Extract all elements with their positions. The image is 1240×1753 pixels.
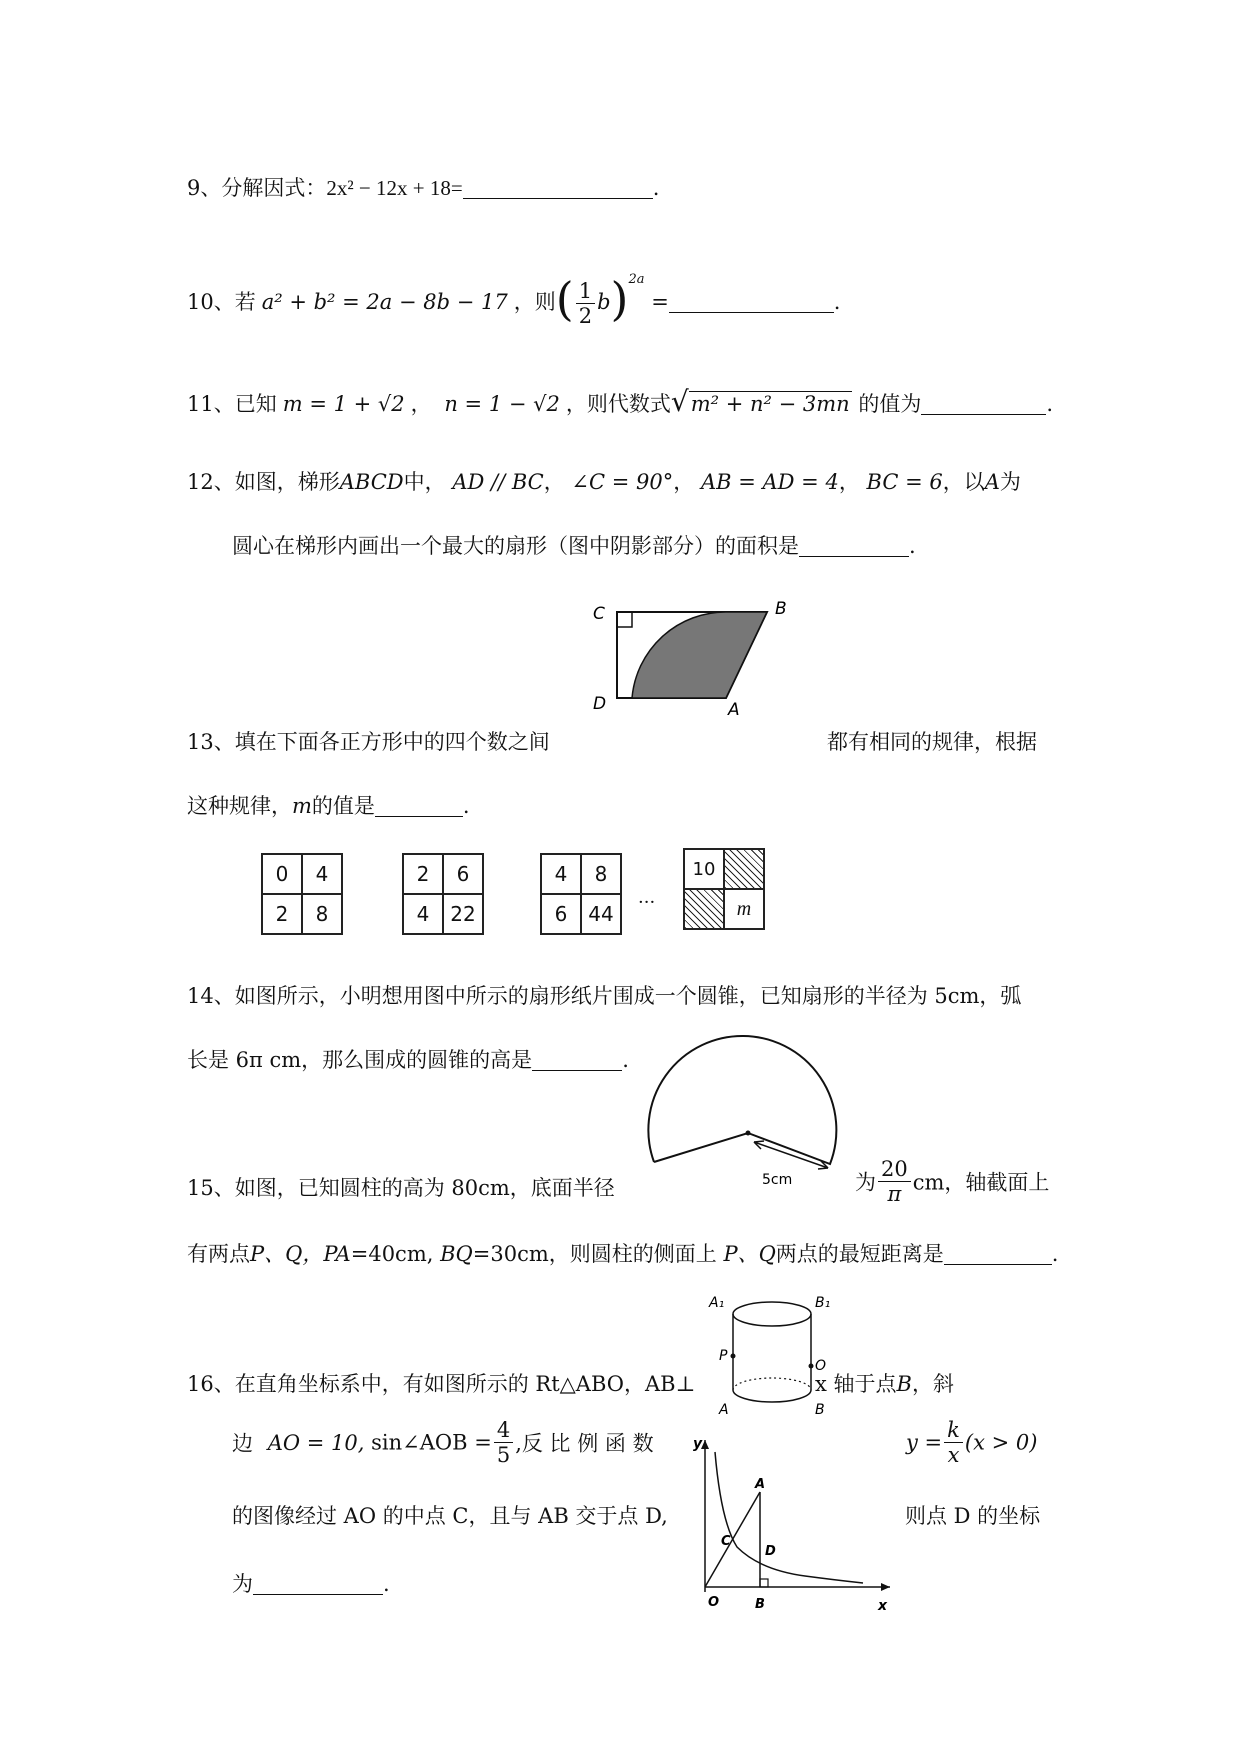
hyperbola-curve bbox=[715, 1452, 863, 1583]
label-y: y bbox=[693, 1436, 703, 1452]
coordinate-figure bbox=[685, 1432, 895, 1617]
label-C: C bbox=[721, 1534, 731, 1549]
q10-var: b bbox=[597, 290, 611, 314]
q16-line1: 16、在直角坐标系中，有如图所示的 Rt△ABO，AB⊥ bbox=[187, 1372, 696, 1396]
square-2-cell: 22 bbox=[443, 894, 483, 934]
square-3-cell: 44 bbox=[581, 894, 621, 934]
q11-answer-blank[interactable] bbox=[921, 392, 1046, 415]
q10-exponent: 2a bbox=[628, 272, 645, 287]
q13-line1: 13、填在下面各正方形中的四个数之间 bbox=[187, 730, 550, 754]
q10-condition: a² + b² = 2a − 8b − 17 bbox=[261, 290, 508, 314]
q10-period: . bbox=[833, 290, 841, 314]
square-4-hatched bbox=[724, 849, 764, 889]
q12-line1: 12、如图，梯形ABCD中， AD // BC， ∠C = 90°， AB = AD = 4， BC = 6，以A为 bbox=[187, 470, 1021, 494]
square-4-hatched bbox=[684, 889, 724, 929]
square-3-cell: 8 bbox=[581, 854, 621, 894]
square-2-cell: 6 bbox=[443, 854, 483, 894]
square-2-cell: 2 bbox=[403, 854, 443, 894]
label-x: x bbox=[878, 1598, 888, 1614]
q16-line1b: x 轴于点B，斜 bbox=[815, 1372, 954, 1396]
square-3-cell: 6 bbox=[541, 894, 581, 934]
label-P: P bbox=[719, 1348, 728, 1364]
q15-radius-fraction: $\frac{20}{\pi}$ bbox=[878, 1157, 911, 1206]
square-2 bbox=[402, 853, 484, 935]
label-B: B bbox=[775, 599, 787, 619]
label-O: O bbox=[815, 1358, 827, 1374]
q11-text: ，则代数式 bbox=[565, 392, 671, 416]
square-1-cell: 0 bbox=[262, 854, 302, 894]
q15-line1b: 为 $\frac{20}{\pi}$ cm，轴截面上 bbox=[855, 1157, 1050, 1206]
q10-then: ，则 bbox=[513, 290, 556, 314]
q14-line1: 14、如图所示，小明想用图中所示的扇形纸片围成一个圆锥，已知扇形的半径为 5cm，弧 bbox=[187, 984, 1022, 1008]
q9-answer-blank[interactable] bbox=[463, 176, 653, 199]
q10-fraction: $\frac{1}{2}$ bbox=[576, 279, 595, 328]
label-A: A bbox=[719, 1402, 729, 1418]
square-1-cell: 4 bbox=[302, 854, 342, 894]
label-D: D bbox=[593, 694, 607, 714]
square-4-tl: 10 bbox=[684, 849, 724, 889]
q14-answer-blank[interactable] bbox=[532, 1048, 622, 1071]
label-A: A bbox=[728, 700, 740, 720]
q15-line1: 15、如图，已知圆柱的高为 80cm，底面半径 bbox=[187, 1176, 615, 1200]
square-1 bbox=[261, 853, 343, 935]
q16-line2: 边 AO = 10, sin∠AOB = $\frac{4}{5}$ ,反 比 例 函 数 bbox=[232, 1418, 654, 1467]
square-1-cell: 2 bbox=[262, 894, 302, 934]
q16-line4: 为 . bbox=[232, 1572, 390, 1596]
q16-line3b: 则点 D 的坐标 bbox=[905, 1504, 1041, 1528]
q16-line3: 的图像经过 AO 的中点 C，且与 AB 交于点 D, bbox=[232, 1504, 668, 1528]
square-4-m: m bbox=[724, 889, 764, 929]
q9-expression: 2x² − 12x + 18= bbox=[326, 176, 463, 200]
sector-figure bbox=[640, 1022, 860, 1200]
q10-answer-blank[interactable] bbox=[669, 290, 834, 313]
square-4 bbox=[683, 848, 765, 930]
q12-cond2: ∠C = 90° bbox=[571, 470, 674, 494]
q11-tail: 的值为 bbox=[858, 392, 922, 416]
q9-period: . bbox=[652, 176, 660, 200]
ellipsis: ··· bbox=[638, 892, 656, 913]
shaded-sector bbox=[632, 612, 767, 698]
square-3-cell: 4 bbox=[541, 854, 581, 894]
label-A: A bbox=[755, 1477, 766, 1492]
trapezoid-figure bbox=[585, 592, 805, 727]
q12-cond4: BC = 6 bbox=[866, 470, 943, 494]
q13-answer-blank[interactable] bbox=[375, 794, 463, 817]
q12-abcd: ABCD bbox=[339, 470, 404, 494]
q13-line2: 这种规律，m的值是 . bbox=[187, 794, 470, 818]
q15-line2: 有两点P、Q，PA=40cm, BQ=30cm，则圆柱的侧面上 P、Q两点的最短距离是 . bbox=[187, 1242, 1059, 1266]
q11-number: 11、已知 bbox=[187, 392, 277, 416]
sector-outline bbox=[648, 1036, 836, 1164]
q16-sin-fraction: $\frac{4}{5}$ bbox=[494, 1418, 513, 1467]
cylinder-figure bbox=[705, 1290, 840, 1420]
q16-function: y = $\frac{k}{x}$ (x > 0) bbox=[906, 1418, 1038, 1467]
label-B: B bbox=[755, 1597, 765, 1612]
q11-n: n = 1 − √2 bbox=[444, 392, 560, 416]
q16-k-over-x: $\frac{k}{x}$ bbox=[944, 1418, 963, 1467]
radius-label: 5cm bbox=[762, 1172, 793, 1188]
q12-line2: 圆心在梯形内画出一个最大的扇形（图中阴影部分）的面积是 . bbox=[232, 534, 916, 558]
q10-equals: = bbox=[651, 290, 669, 314]
q10-number: 10、若 bbox=[187, 290, 256, 314]
q9 bbox=[187, 172, 659, 202]
square-3 bbox=[540, 853, 622, 935]
q12-number: 12、如图，梯形 bbox=[187, 470, 340, 494]
square-2-cell: 4 bbox=[403, 894, 443, 934]
q11-radicand: m² + n² − 3mn bbox=[690, 392, 850, 416]
label-C: C bbox=[593, 604, 605, 624]
q14-line2: 长是 6π cm，那么围成的圆锥的高是 . bbox=[187, 1048, 629, 1072]
q13-line1b: 都有相同的规律，根据 bbox=[827, 730, 1037, 754]
label-B1: B₁ bbox=[815, 1295, 831, 1311]
q11-m: m = 1 + √2 bbox=[282, 392, 405, 416]
q11: 11、已知 m = 1 + √2 ， n = 1 − √2 ，则代数式√m² + n² − 3mn 的值为 . bbox=[187, 385, 1054, 418]
q12-answer-blank[interactable] bbox=[799, 534, 909, 557]
q11-period: . bbox=[1046, 392, 1054, 416]
label-D: D bbox=[765, 1544, 776, 1559]
label-B: B bbox=[815, 1402, 825, 1418]
label-O: O bbox=[708, 1595, 720, 1610]
label-A1: A₁ bbox=[709, 1295, 725, 1311]
square-1-cell: 8 bbox=[302, 894, 342, 934]
q16-answer-blank[interactable] bbox=[253, 1572, 383, 1595]
q12-cond3: AB = AD = 4 bbox=[700, 470, 839, 494]
q10: 10、若 a² + b² = 2a − 8b − 17 ，则( $\frac{1}{2}$ b)$^{2a}$ = . bbox=[187, 272, 841, 328]
q15-answer-blank[interactable] bbox=[944, 1242, 1052, 1265]
q9-number: 9、分解因式： bbox=[187, 176, 327, 200]
q12-cond1: AD // BC bbox=[452, 470, 544, 494]
